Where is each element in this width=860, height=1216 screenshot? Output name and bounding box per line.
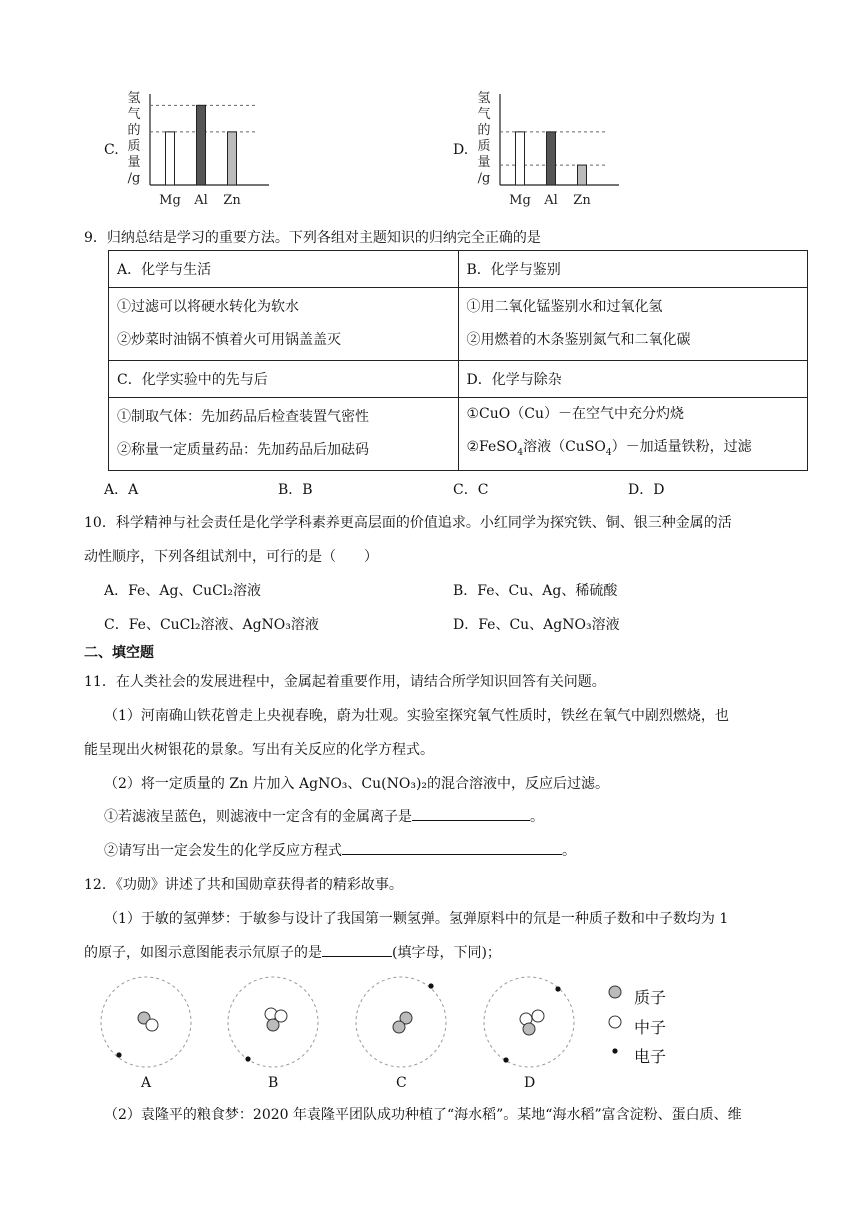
q9-a-body [109, 288, 459, 361]
q9-stem: 9．归纳总结是学习的重要方法。下列各组对主题知识的归纳完全正确的是 [84, 230, 541, 246]
q9-a-item2: ②炒菜时油锅不慎着火可用锅盖盖灭 [117, 332, 341, 348]
legend-proton-icon [609, 986, 621, 998]
section-heading: 二、填空题 [84, 645, 154, 661]
y-axis-label-char: 质 [127, 139, 141, 154]
electron-dot [555, 986, 560, 991]
bar-mg [166, 132, 175, 185]
q9-c-body [109, 398, 459, 471]
q9-c-head: C．化学实验中的先与后 [109, 361, 459, 398]
q9-c-item2: ②称量一定质量药品：先加药品后加砝码 [117, 442, 369, 458]
y-axis-label-char: 的 [477, 123, 491, 138]
q9-d-head: D．化学与除杂 [458, 361, 808, 398]
q9-option-b[interactable]: B．B [278, 482, 313, 498]
y-axis-label-char: 气 [477, 107, 491, 122]
q9-b-item1: ①用二氧化锰鉴别水和过氧化氢 [466, 299, 663, 315]
q9-b-item2: ②用燃着的木条鉴别氮气和二氧化碳 [466, 332, 691, 348]
y-axis-label-char: 量 [127, 155, 141, 170]
y-axis-label-char: /g [477, 171, 491, 186]
q10-option-a[interactable]: A．Fe、Ag、CuCl₂溶液 [104, 583, 261, 599]
x-tick-label: Mg [159, 193, 181, 208]
legend-electron-label: 电子 [634, 1047, 667, 1066]
q9-a-head: A．化学与生活 [109, 251, 459, 288]
electron-dot [503, 1057, 508, 1062]
option-c-label: C. [104, 142, 119, 158]
legend-neutron-label: 中子 [634, 1018, 667, 1037]
atom-b [228, 977, 318, 1067]
atom-label-c: C [396, 1075, 407, 1091]
atom-label-d: D [524, 1075, 536, 1091]
bar-al [547, 132, 556, 185]
electron-dot [245, 1056, 250, 1061]
answer-blank[interactable] [342, 840, 562, 855]
q9-b-body [458, 288, 808, 361]
proton-dot [523, 1023, 535, 1035]
q12-stem: 12．《功勋》讲述了共和国勋章获得者的精彩故事。 [84, 877, 403, 893]
q9-d-item2: ②FeSO$_4$溶液（CuSO$_4$）－加适量铁粉，过滤 [466, 439, 752, 458]
q10-option-b[interactable]: B．Fe、Cu、Ag、稀硫酸 [453, 583, 618, 599]
chart-option-d [474, 88, 634, 210]
atom-label-b: B [268, 1075, 279, 1091]
q11-part1-line1: （1）河南确山铁花曾走上央视春晚，蔚为壮观。实验室探究氧气性质时，铁丝在氧气中剧烈燃烧，也 [104, 708, 729, 724]
neutron-dot [532, 1010, 544, 1022]
q9-d-item1: ①CuO（Cu）－在空气中充分灼烧 [466, 406, 684, 423]
option-d-label: D. [453, 142, 469, 158]
chart-option-c [124, 88, 284, 210]
legend-neutron-icon [609, 1016, 621, 1028]
atom-d [484, 977, 574, 1067]
x-tick-label: Zn [223, 193, 241, 208]
y-axis-label-char: 氢 [127, 91, 141, 106]
answer-blank[interactable] [412, 806, 530, 821]
neutron-dot [146, 1019, 158, 1031]
x-tick-label: Zn [573, 193, 591, 208]
y-axis-label-char: 氢 [477, 91, 491, 106]
x-tick-label: Mg [509, 193, 531, 208]
q11-part2: （2）将一定质量的 Zn 片加入 AgNO₃、Cu(NO₃)₂的混合溶液中，反应后过滤。 [104, 776, 610, 792]
answer-blank[interactable] [322, 942, 392, 957]
bar-mg [516, 132, 525, 185]
y-axis-label-char: 质 [477, 139, 491, 154]
q9-b-head: B．化学与鉴别 [458, 251, 808, 288]
q11-part1-line2: 能呈现出火树银花的景象。写出有关反应的化学方程式。 [84, 742, 434, 758]
q9-d-body [458, 398, 808, 471]
bar-zn [228, 132, 237, 185]
electron-dot [428, 983, 433, 988]
atom-diagrams [96, 972, 716, 1072]
atom-a [101, 977, 191, 1067]
q12-part1-line2: 的原子，如图示意图能表示氘原子的是 (填字母，下同)； [84, 942, 501, 962]
x-tick-label: Al [544, 193, 558, 208]
legend-proton-label: 质子 [634, 988, 667, 1007]
bar-al [197, 105, 206, 185]
atom-label-a: A [141, 1075, 152, 1091]
q9-table [108, 250, 808, 471]
q9-option-c[interactable]: C．C [453, 482, 489, 498]
q11-part2-2: ②请写出一定会发生的化学反应方程式 。 [104, 840, 576, 860]
q11-stem: 11．在人类社会的发展进程中，金属起着重要作用，请结合所学知识回答有关问题。 [84, 674, 606, 690]
legend-electron-icon [612, 1048, 617, 1053]
q9-option-a[interactable]: A．A [104, 482, 139, 498]
q12-part1-line1: （1）于敏的氢弹梦：于敏参与设计了我国第一颗氢弹。氢弹原料中的氘是一种质子数和中子数均为 1 [104, 911, 729, 927]
atom-c [356, 977, 446, 1067]
x-tick-label: Al [194, 193, 208, 208]
q9-a-item1: ①过滤可以将硬水转化为软水 [117, 299, 299, 315]
q9-option-d[interactable]: D．D [628, 482, 665, 498]
y-axis-label-char: 的 [127, 123, 141, 138]
q11-part2-1: ①若滤液呈蓝色，则滤液中一定含有的金属离子是 。 [104, 806, 544, 826]
proton-dot [393, 1021, 405, 1033]
proton-dot [267, 1019, 279, 1031]
q10-stem-line2: 动性顺序，下列各组试剂中，可行的是（ ） [84, 549, 378, 565]
y-axis-label-char: 气 [127, 107, 141, 122]
q12-part2: （2）袁隆平的粮食梦：2020 年袁隆平团队成功种植了“海水稻”。某地“海水稻”富含淀粉、蛋白质、维 [104, 1107, 742, 1123]
q10-stem-line1: 10．科学精神与社会责任是化学学科素养更高层面的价值追求。小红同学为探究铁、铜、银三种金属的活 [84, 515, 732, 531]
q10-option-c[interactable]: C．Fe、CuCl₂溶液、AgNO₃溶液 [104, 617, 319, 633]
electron-dot [116, 1052, 121, 1057]
q10-option-d[interactable]: D．Fe、Cu、AgNO₃溶液 [453, 617, 620, 633]
q9-c-item1: ①制取气体：先加药品后检查装置气密性 [117, 409, 369, 425]
bar-zn [578, 165, 587, 185]
y-axis-label-char: /g [127, 171, 141, 186]
y-axis-label-char: 量 [477, 155, 491, 170]
